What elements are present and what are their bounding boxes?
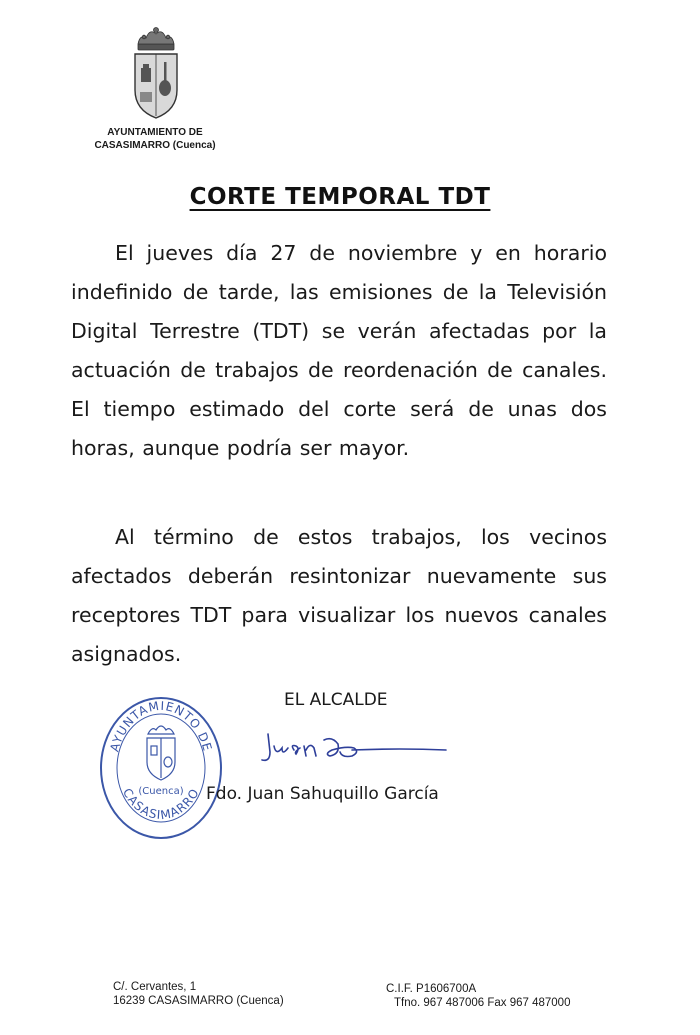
footer-contact [386, 982, 570, 1010]
body-paragraph-1: El jueves día 27 de noviembre y en horario indefinido de tarde, las emisiones de la Televisión Digital Terrestre (TDT) se verán afectadas por la actuación de trabajos de reordenación de canales. El tiempo estimado del corte será de unas dos horas, aunque podría ser mayor. [71, 241, 607, 460]
address-line-1: C/. Cervantes, 1 [113, 981, 197, 993]
coat-of-arms-icon [130, 24, 182, 120]
org-line-1: AYUNTAMIENTO DE [107, 127, 203, 138]
official-stamp [98, 690, 224, 840]
handwritten-signature [260, 728, 450, 772]
svg-text:AYUNTAMIENTO DE: AYUNTAMIENTO DE [107, 698, 215, 754]
signer-name: Fdo. Juan Sahuquillo García [206, 784, 439, 804]
signer-role: EL ALCALDE [284, 690, 388, 710]
cif-line: C.I.F. P1606700A [386, 983, 477, 995]
phone-fax-line: Tfno. 967 487006 Fax 967 487000 [394, 997, 571, 1009]
footer-address [113, 980, 284, 1008]
org-line-2: CASASIMARRO (Cuenca) [94, 140, 216, 151]
organization-name [70, 126, 240, 152]
svg-text:(Cuenca): (Cuenca) [138, 786, 184, 797]
document-title: CORTE TEMPORAL TDT [189, 184, 491, 210]
svg-text:CASASIMARRO: CASASIMARRO [119, 785, 203, 823]
body-paragraph-2: Al término de estos trabajos, los vecinos afectados deberán resintonizar nuevamente sus receptores TDT para visualizar los nuevos canales asignados. [71, 525, 607, 666]
address-line-2: 16239 CASASIMARRO (Cuenca) [113, 995, 284, 1007]
